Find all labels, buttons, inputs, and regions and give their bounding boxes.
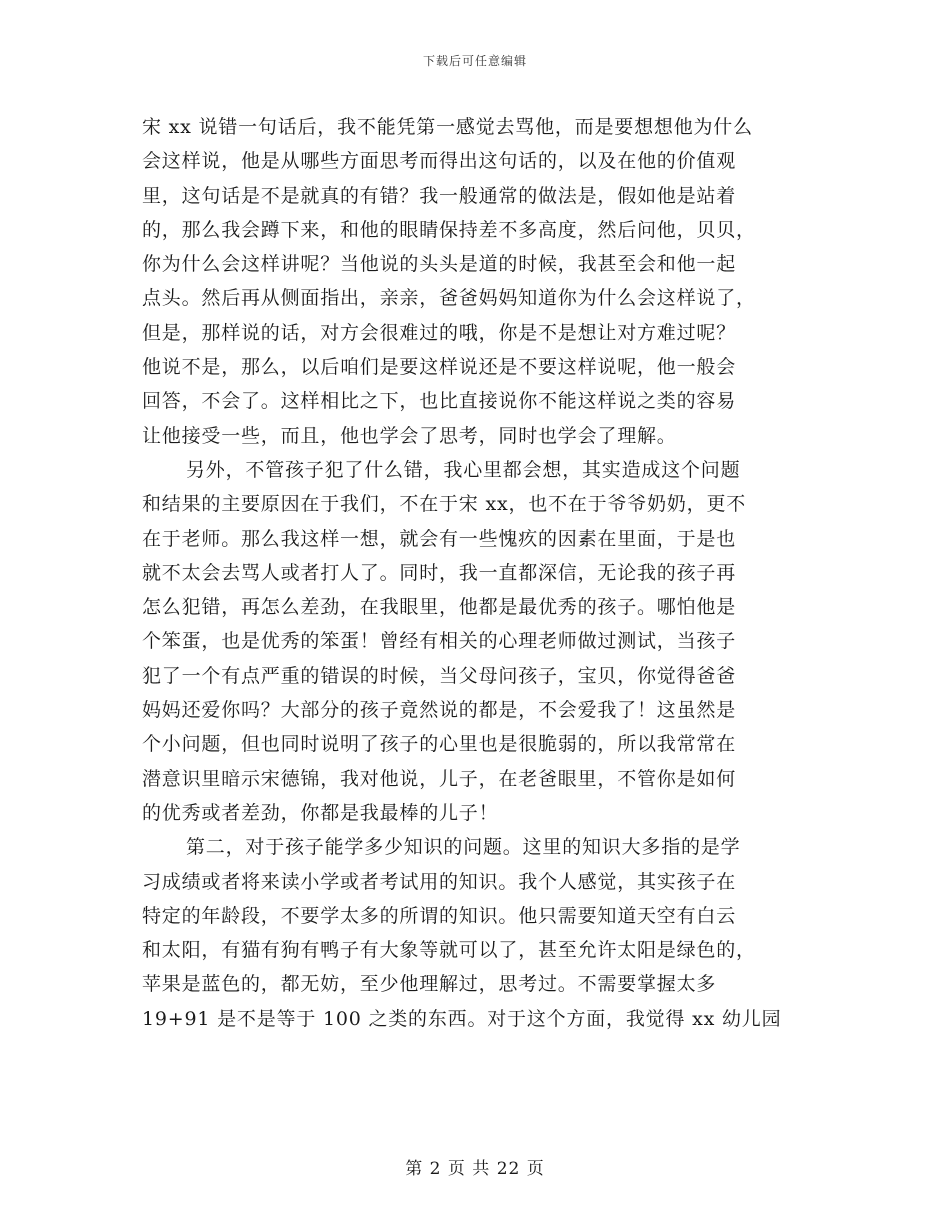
text-line: 宋 xx 说错一句话后，我不能凭第一感觉去骂他，而是要想想他为什么 bbox=[142, 116, 753, 138]
text-line: 点头。然后再从侧面指出，亲亲，爸爸妈妈知道你为什么会这样说了， bbox=[142, 287, 756, 310]
text-line: 特定的年龄段，不要学太多的所谓的知识。他只需要知道天空有白云 bbox=[142, 904, 737, 927]
paragraph-3 bbox=[142, 830, 812, 1036]
text-line: 在于老师。那么我这样一想，就会有一些愧疚的因素在里面，于是也 bbox=[142, 527, 737, 550]
text-line: 和太阳，有猫有狗有鸭子有大象等就可以了，甚至允许太阳是绿色的， bbox=[142, 939, 756, 962]
document-body bbox=[142, 110, 812, 1036]
text-line: 妈妈还爱你吗？大部分的孩子竟然说的都是，不会爱我了！这虽然是 bbox=[142, 699, 737, 722]
text-line: 让他接受一些，而且，他也学会了思考，同时也学会了理解。 bbox=[142, 424, 677, 447]
paragraph-2 bbox=[142, 453, 812, 830]
text-line: 会这样说，他是从哪些方面思考而得出这句话的，以及在他的价值观 bbox=[142, 150, 737, 173]
text-line: 回答，不会了。这样相比之下，也比直接说你不能这样说之类的容易 bbox=[142, 390, 737, 413]
text-line: 19+91 是不是等于 100 之类的东西。对于这个方面，我觉得 xx 幼儿园 bbox=[142, 1007, 782, 1030]
text-line: 就不太会去骂人或者打人了。同时，我一直都深信，无论我的孩子再 bbox=[142, 561, 737, 584]
text-line: 个笨蛋，也是优秀的笨蛋！曾经有相关的心理老师做过测试，当孩子 bbox=[142, 630, 737, 653]
text-line: 犯了一个有点严重的错误的时候，当父母问孩子，宝贝，你觉得爸爸 bbox=[142, 664, 737, 687]
text-line: 里，这句话是不是就真的有错？我一般通常的做法是，假如他是站着 bbox=[142, 184, 737, 207]
page-header: 下载后可任意编辑 bbox=[422, 54, 527, 68]
text-line: 苹果是蓝色的，都无妨，至少他理解过，思考过。不需要掌握太多 bbox=[142, 973, 717, 996]
paragraph-1 bbox=[142, 110, 812, 453]
text-line: 另外，不管孩子犯了什么错，我心里都会想，其实造成这个问题 bbox=[186, 458, 741, 481]
text-line: 他说不是，那么，以后咱们是要这样说还是不要这样说呢，他一般会 bbox=[142, 356, 737, 379]
page-number-footer: 第 2 页 共 22 页 bbox=[405, 1159, 545, 1179]
text-line: 但是，那样说的话，对方会很难过的哦，你是不是想让对方难过呢？ bbox=[142, 321, 737, 344]
text-line: 的，那么我会蹲下来，和他的眼睛保持差不多高度，然后问他，贝贝， bbox=[142, 218, 756, 241]
text-line: 个小问题，但也同时说明了孩子的心里也是很脆弱的，所以我常常在 bbox=[142, 733, 737, 756]
text-line: 和结果的主要原因在于我们，不在于宋 xx，也不在于爷爷奶奶，更不 bbox=[142, 493, 747, 516]
text-line: 习成绩或者将来读小学或者考试用的知识。我个人感觉，其实孩子在 bbox=[142, 870, 737, 893]
text-line: 潜意识里暗示宋德锦，我对他说，儿子，在老爸眼里，不管你是如何 bbox=[142, 767, 737, 790]
text-line: 的优秀或者差劲，你都是我最棒的儿子！ bbox=[142, 801, 499, 824]
text-line: 怎么犯错，再怎么差劲，在我眼里，他都是最优秀的孩子。哪怕他是 bbox=[142, 596, 737, 619]
text-line: 第二，对于孩子能学多少知识的问题。这里的知识大多指的是学 bbox=[186, 836, 741, 859]
text-line: 你为什么会这样讲呢？当他说的头头是道的时候，我甚至会和他一起 bbox=[142, 253, 737, 276]
